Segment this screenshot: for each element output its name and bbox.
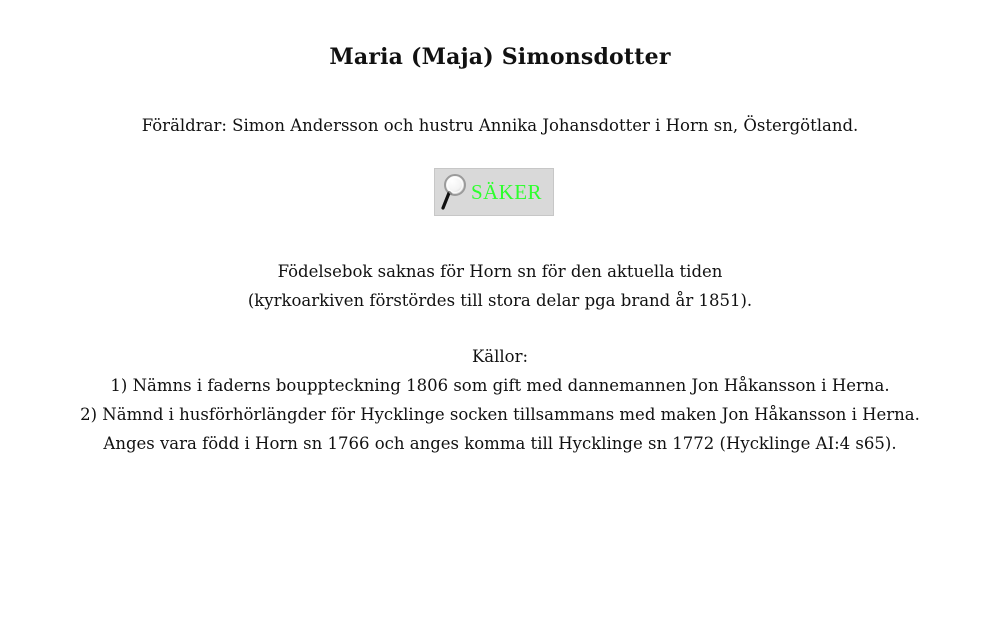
birth-note-line: (kyrkoarkiven förstördes till stora delar pga brand år 1851). xyxy=(247,291,753,310)
sources-section xyxy=(0,342,1000,458)
status-badge xyxy=(434,168,554,216)
status-badge-label: SÄKER xyxy=(471,179,542,204)
birth-note-line: Födelsebok saknas för Horn sn för den aktuella tiden xyxy=(277,262,723,281)
magnifier-icon xyxy=(439,172,467,212)
source-item: 1) Nämns i faderns bouppteckning 1806 som gift med dannemannen Jon Håkansson i Herna. xyxy=(110,376,890,395)
page-title: Maria (Maja) Simonsdotter xyxy=(329,44,671,70)
sources-heading: Källor: xyxy=(471,347,529,366)
source-item: 2) Nämnd i husförhörlängder för Hycklinge socken tillsammans med maken Jon Håkansson i Herna. xyxy=(80,405,920,424)
status-badge-container xyxy=(434,168,554,216)
parents-text: Föräldrar: Simon Andersson och hustru Annika Johansdotter i Horn sn, Östergötland. xyxy=(141,116,859,135)
birth-note xyxy=(0,257,1000,315)
source-detail: Anges vara född i Horn sn 1766 och anges komma till Hycklinge sn 1772 (Hycklinge AI:4 s65). xyxy=(103,434,897,453)
